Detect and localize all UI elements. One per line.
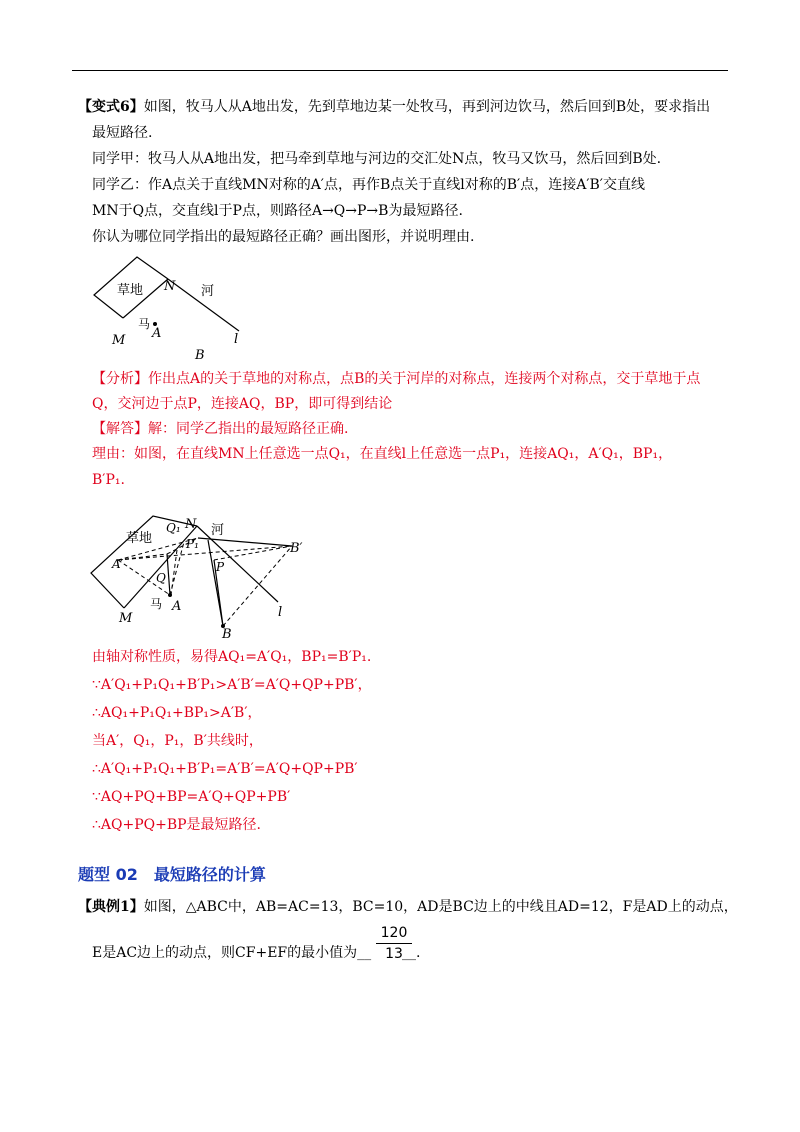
problem-line-3: 同学甲：牧马人从A地出发，把马牵到草地与河边的交汇处N点，牧马又饮马，然后回到B处. [92,151,662,167]
answer-line-2: 理由：如图，在直线MN上任意选一点Q₁，在直线l上任意选一点P₁，连接AQ₁，A′Q₁，BP₁， [92,446,673,462]
horse-label: 马 [138,317,151,331]
problem-text-1: 如图，牧马人从A地出发，先到草地边某一处牧马，再到河边饮马，然后回到B处，要求指出 [143,99,711,115]
label-N: N [164,279,176,294]
header-rule [72,70,728,71]
figure-1 [85,255,260,365]
grass-label-2: 草地 [126,531,153,546]
label-l: l [234,332,239,347]
example-text-1: 如图，△ABC中，AB=AC=13，BC=10，AD是BC边上的中线且AD=12，F是AD上的动点， [143,899,738,915]
proof-line-4: 当A′，Q₁，P₁，B′共线时， [92,733,263,749]
example-tag: 【典例1】 [78,899,144,915]
label-A2: A [172,599,182,614]
problem-line-5: MN于Q点，交直线l于P点，则路径A→Q→P→B为最短路径. [92,203,463,219]
label-l2: l [278,605,283,620]
label-P: P [216,560,225,574]
proof-line-1: 由轴对称性质，易得AQ₁=A′Q₁，BP₁=B′P₁. [92,649,372,665]
label-B: B [195,348,205,363]
analysis-line-2: Q，交河边于点P，连接AQ，BP，即可得到结论 [92,396,393,412]
problem-line-1 [78,98,710,116]
proof-line-7: ∴AQ+PQ+BP是最短路径. [92,817,262,833]
answer-tag: 【解答】 [92,421,148,437]
fraction-denominator: 13 [385,946,403,962]
label-P1: P₁ [186,537,199,551]
label-M: M [112,333,126,348]
problem-line-6: 你认为哪位同学指出的最短路径正确？画出图形，并说明理由. [92,229,475,245]
section-subtitle: 最短路径的计算 [153,865,266,884]
problem-tag: 【变式6】 [78,99,144,115]
problem-line-4: 同学乙：作A点关于直线MN对称的A′点，再作B点关于直线l对称的B′点，连接A′B′交直线 [92,177,645,193]
label-B2: B [222,627,232,642]
example-line-2-pre: E是AC边上的动点，则CF+EF的最小值为__ [92,945,372,961]
proof-line-2: ∵A′Q₁+P₁Q₁+B′P₁>A′B′=A′Q+QP+PB′， [92,677,372,693]
label-A-prime: A′ [112,557,124,571]
river-label-2: 河 [211,523,225,538]
label-A: A [152,326,162,341]
proof-line-5: ∴A′Q₁+P₁Q₁+B′P₁=A′B′=A′Q+QP+PB′ [92,761,358,777]
river-label: 河 [201,284,215,299]
example-line-1 [78,898,738,916]
label-Q: Q [156,571,166,585]
label-B-prime: B′ [290,541,303,556]
label-M2: M [119,611,133,626]
figure-2 [88,510,323,642]
analysis-text-1: 作出点A的关于草地的对称点，点B的关于河岸的对称点，连接两个对称点，交于草地于点 [148,371,701,387]
answer-line-1 [92,420,348,438]
grass-label: 草地 [117,283,144,298]
label-N2: N [185,517,197,532]
problem-line-2: 最短路径. [92,125,153,141]
point-A2 [168,593,172,597]
answer-line-3: B′P₁. [92,472,125,488]
analysis-line-1 [92,370,700,388]
section-heading [78,862,266,885]
analysis-tag: 【分析】 [92,371,148,387]
example-line-2-post: __. [402,945,421,961]
section-title: 题型 02 [78,865,138,884]
proof-line-6: ∵AQ+PQ+BP=A′Q+QP+PB′ [92,789,291,805]
label-Q1: Q₁ [166,521,181,535]
fraction-numerator: 120 [380,925,408,941]
horse-label-2: 马 [150,597,163,611]
proof-line-3: ∴AQ₁+P₁Q₁+BP₁>A′B′， [92,705,262,721]
answer-text-1: 解：同学乙指出的最短路径正确. [148,421,349,437]
